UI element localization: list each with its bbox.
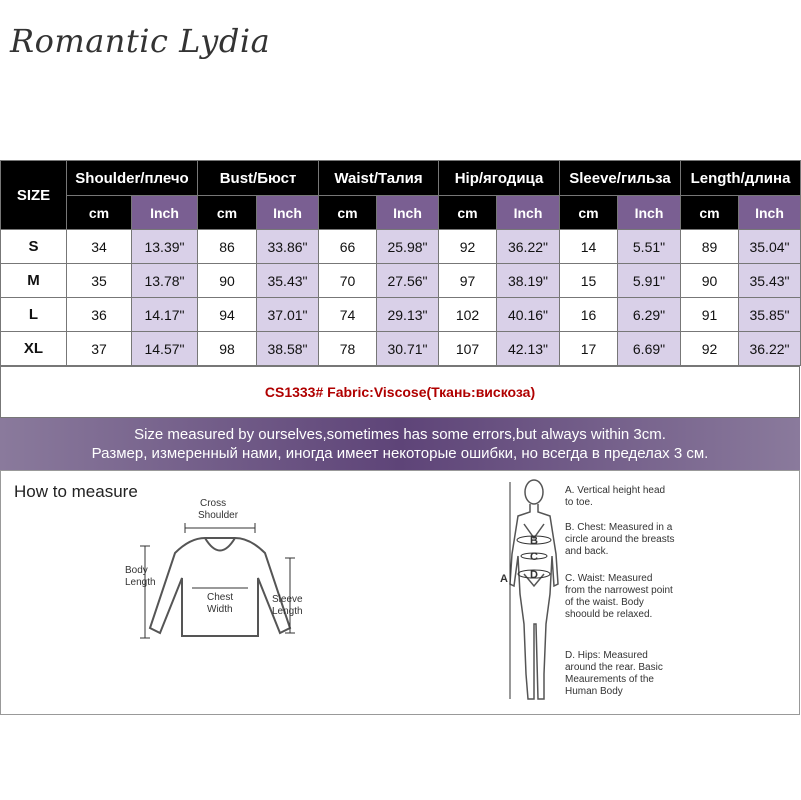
cm-cell: 94 [198, 298, 257, 332]
cm-cell: 102 [439, 298, 497, 332]
inch-cell: 36.22" [497, 230, 560, 264]
size-header: SIZE [1, 161, 67, 230]
inch-cell: 35.85" [739, 298, 801, 332]
inch-cell: 5.51" [618, 230, 681, 264]
inch-cell: 36.22" [739, 332, 801, 366]
note-text: Waist: Measured from the narrowest point of the waist. Body shoould be relaxed. [565, 573, 673, 620]
inch-cell: 40.16" [497, 298, 560, 332]
cm-cell: 91 [681, 298, 739, 332]
sleeve-length-label: Sleeve [272, 594, 303, 605]
unit-inch-header: Inch [497, 196, 560, 230]
unit-inch-header: Inch [618, 196, 681, 230]
measure-header: Shoulder/плечо [67, 161, 198, 196]
note-d [565, 650, 675, 698]
note-c [565, 573, 675, 621]
inch-cell: 14.17" [132, 298, 198, 332]
cm-cell: 107 [439, 332, 497, 366]
inch-cell: 35.04" [739, 230, 801, 264]
notice-english: Size measured by ourselves,sometimes has some errors,but always within 3cm. [134, 426, 666, 443]
cm-cell: 70 [319, 264, 377, 298]
measurement-notice [0, 418, 800, 470]
cm-cell: 66 [319, 230, 377, 264]
note-text: Chest: Measured in a circle around the breasts and back. [565, 522, 675, 557]
note-letter: A. [565, 485, 575, 496]
inch-cell: 42.13" [497, 332, 560, 366]
how-to-measure-panel [0, 470, 800, 715]
body-length-label: Length [125, 577, 156, 588]
inch-cell: 6.69" [618, 332, 681, 366]
inch-cell: 35.43" [739, 264, 801, 298]
unit-cm-header: cm [198, 196, 257, 230]
cm-cell: 34 [67, 230, 132, 264]
measure-header: Sleeve/гильза [560, 161, 681, 196]
table-row [1, 230, 801, 264]
measure-header: Waist/Талия [319, 161, 439, 196]
unit-inch-header: Inch [739, 196, 801, 230]
cm-cell: 35 [67, 264, 132, 298]
cm-cell: 17 [560, 332, 618, 366]
cm-cell: 86 [198, 230, 257, 264]
inch-cell: 5.91" [618, 264, 681, 298]
inch-cell: 29.13" [377, 298, 439, 332]
inch-cell: 38.58" [257, 332, 319, 366]
chest-width-label: Chest [207, 592, 234, 603]
inch-cell: 25.98" [377, 230, 439, 264]
unit-cm-header: cm [681, 196, 739, 230]
note-letter: D. [565, 650, 575, 661]
cm-cell: 16 [560, 298, 618, 332]
cm-cell: 14 [560, 230, 618, 264]
cm-cell: 92 [681, 332, 739, 366]
cm-cell: 37 [67, 332, 132, 366]
letter-a: A [500, 573, 508, 585]
unit-inch-header: Inch [132, 196, 198, 230]
unit-inch-header: Inch [257, 196, 319, 230]
note-a [565, 485, 675, 509]
note-text: Vertical height head to toe. [565, 485, 666, 508]
how-to-measure-title: How to measure [14, 482, 138, 501]
inch-cell: 37.01" [257, 298, 319, 332]
table-row [1, 298, 801, 332]
note-text: Hips: Measured around the rear. Basic Meaurements of the Human Body [565, 650, 663, 697]
cm-cell: 90 [198, 264, 257, 298]
table-row [1, 332, 801, 366]
cross-shoulder-label: Shoulder [198, 510, 239, 521]
size-cell: XL [1, 332, 67, 366]
table-row [1, 264, 801, 298]
note-letter: B. [565, 522, 575, 533]
size-cell: L [1, 298, 67, 332]
unit-cm-header: cm [319, 196, 377, 230]
cross-shoulder-label: Cross [200, 498, 227, 509]
letter-d: D [530, 569, 538, 581]
inch-cell: 33.86" [257, 230, 319, 264]
size-cell: S [1, 230, 67, 264]
cm-cell: 36 [67, 298, 132, 332]
notice-russian: Размер, измеренный нами, иногда имеет некоторые ошибки, но всегда в пределах 3 см. [91, 445, 709, 462]
body-diagram [490, 474, 570, 709]
unit-cm-header: cm [439, 196, 497, 230]
cm-cell: 98 [198, 332, 257, 366]
chest-width-label: Width [207, 604, 233, 615]
measure-header: Length/длина [681, 161, 801, 196]
body-length-label: Body [125, 565, 148, 576]
sweater-diagram [125, 498, 320, 668]
sleeve-length-label: Length [272, 606, 303, 617]
inch-cell: 35.43" [257, 264, 319, 298]
cm-cell: 74 [319, 298, 377, 332]
inch-cell: 14.57" [132, 332, 198, 366]
inch-cell: 13.78" [132, 264, 198, 298]
letter-b: B [530, 535, 538, 547]
inch-cell: 38.19" [497, 264, 560, 298]
inch-cell: 13.39" [132, 230, 198, 264]
inch-cell: 6.29" [618, 298, 681, 332]
cm-cell: 92 [439, 230, 497, 264]
cm-cell: 90 [681, 264, 739, 298]
size-chart-table [0, 160, 801, 366]
unit-cm-header: cm [67, 196, 132, 230]
note-letter: C. [565, 573, 575, 584]
unit-inch-header: Inch [377, 196, 439, 230]
unit-cm-header: cm [560, 196, 618, 230]
fabric-info: CS1333# Fabric:Viscose(Ткань:вискоза) [0, 366, 800, 418]
cm-cell: 89 [681, 230, 739, 264]
inch-cell: 30.71" [377, 332, 439, 366]
brand-logo: Romantic Lydia [10, 22, 271, 60]
measure-header: Hip/ягодица [439, 161, 560, 196]
inch-cell: 27.56" [377, 264, 439, 298]
cm-cell: 78 [319, 332, 377, 366]
size-cell: M [1, 264, 67, 298]
letter-c: C [530, 551, 538, 563]
measure-header: Bust/Бюст [198, 161, 319, 196]
note-b [565, 522, 675, 558]
cm-cell: 15 [560, 264, 618, 298]
cm-cell: 97 [439, 264, 497, 298]
